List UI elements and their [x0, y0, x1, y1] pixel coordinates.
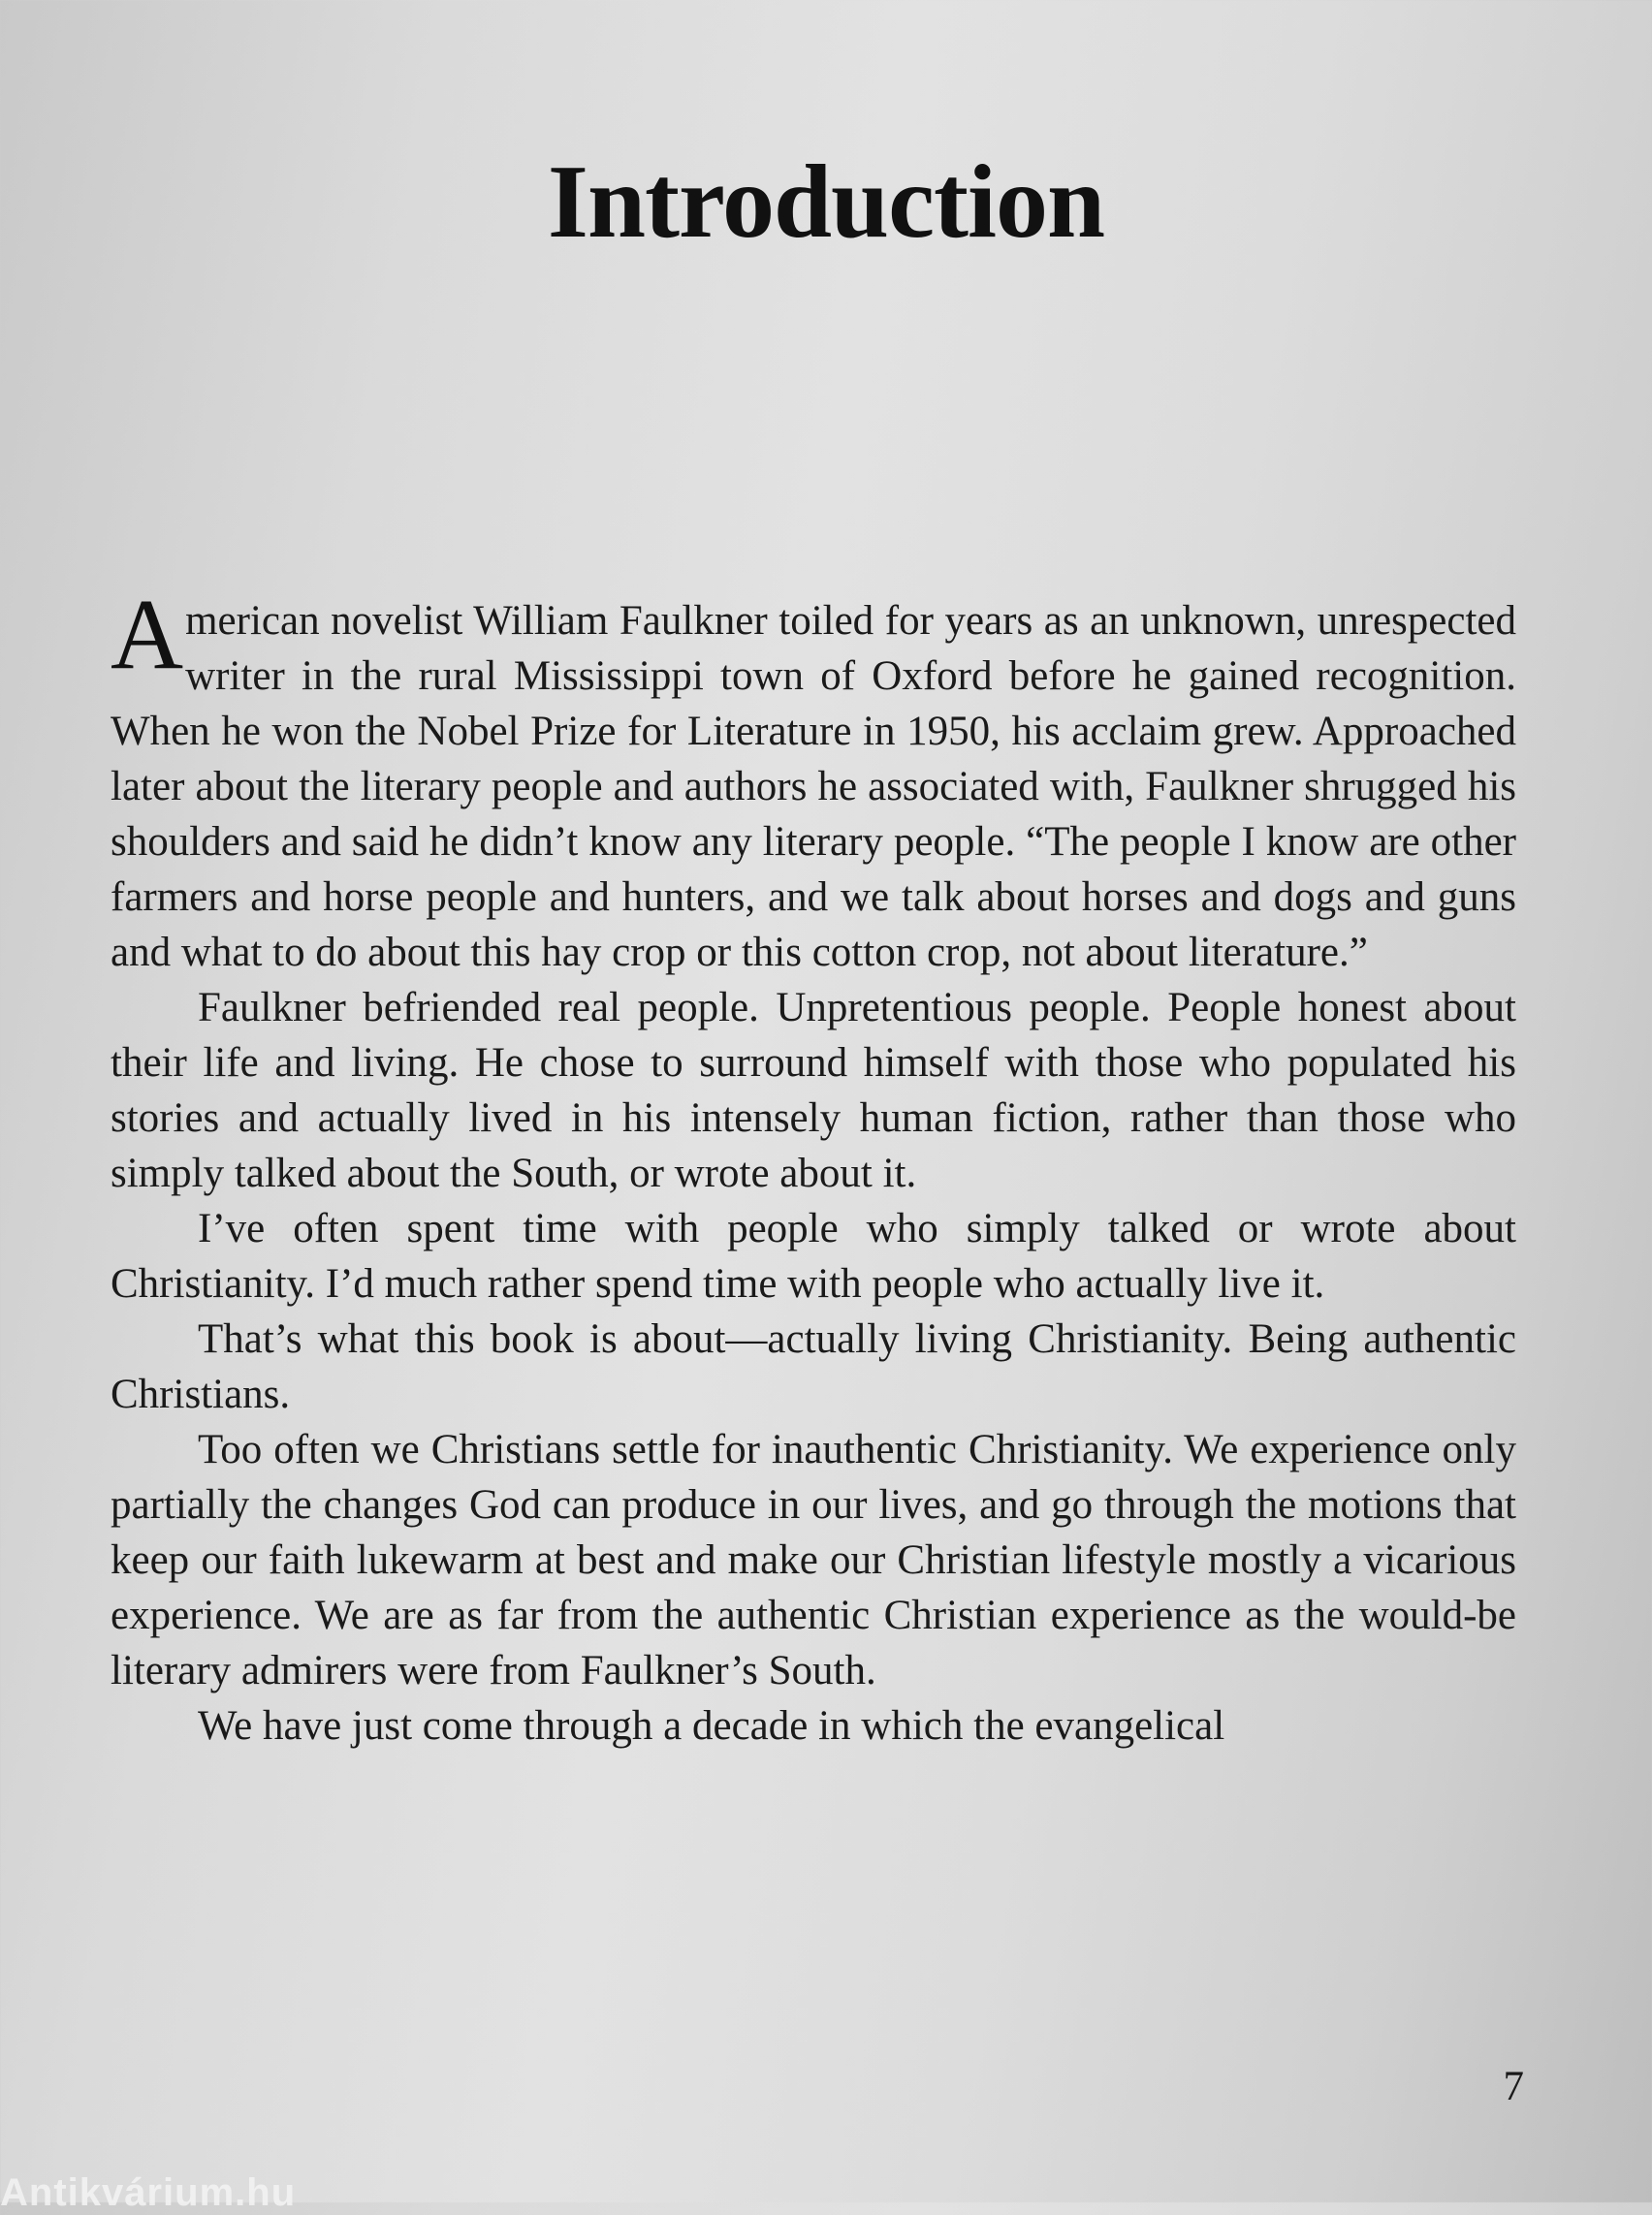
page-number: 7 — [1503, 2064, 1524, 2109]
paragraph-1 — [111, 579, 1516, 980]
paragraph-2: Faulkner befriended real people. Unpretentious people. People honest about their life and living. He chose to surround himself with those who populated his stories and actually lived in his intensely human fiction, rather than those who simply talked about the South, or wrote about it. — [111, 985, 1516, 1196]
body-text — [111, 579, 1516, 1754]
chapter-title: Introduction — [547, 144, 1105, 260]
paragraph-3: I’ve often spent time with people who simply talked or wrote about Christianity. I’d much rather spend time with people who actually live it. — [111, 1206, 1516, 1307]
watermark: Antikvárium.hu — [0, 2171, 297, 2214]
paragraph-1-text: merican novelist William Faulkner toiled for years as an unknown, unrespected writer in the rural Mississippi town of Oxford before he gained recognition. When he won the Nobel Prize for Literature in 1950, his acclaim grew. Approached later about the literary people and authors he associated with, Faulkner shrugged his shoulders and said he didn’t know any literary people. “The people I know are other farmers and horse people and hunters, and we talk about horses and dogs and guns and what to do about this hay crop or this cotton crop, not about literature.” — [111, 598, 1516, 975]
paragraph-4: That’s what this book is about—actually living Christianity. Being authentic Christians. — [111, 1316, 1516, 1417]
paragraph-5: Too often we Christians settle for inauthentic Christianity. We experience only partially the changes God can produce in our lives, and go through the motions that keep our faith lukewarm at best and make our Christian lifestyle mostly a vicarious experience. We are as far from the authentic Christian experience as the would-be literary admirers were from Faulkner’s South. — [111, 1427, 1516, 1693]
drop-cap: A — [111, 579, 184, 690]
paragraph-6: We have just come through a decade in which the evangelical — [198, 1703, 1225, 1749]
